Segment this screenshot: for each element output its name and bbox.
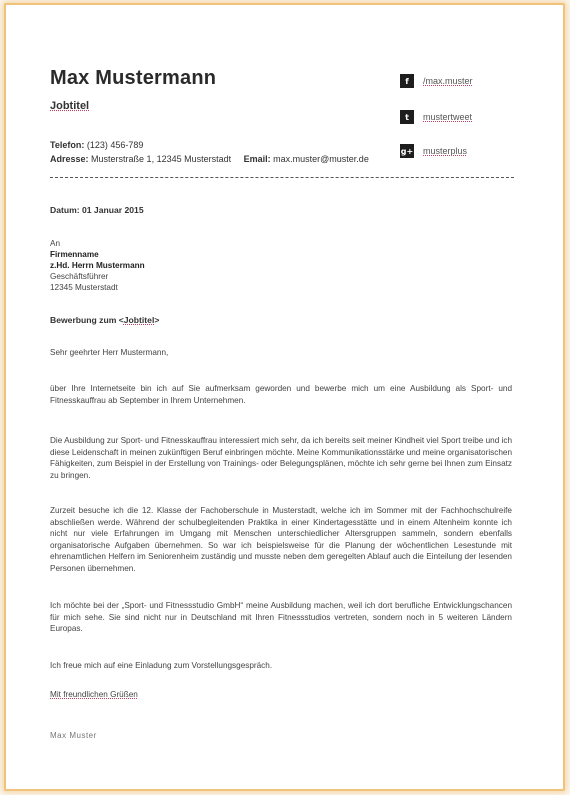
letter-paragraph: Ich freue mich auf eine Einladung zum Vorstellungsgespräch. xyxy=(50,661,273,670)
letter-signature: Max Muster xyxy=(50,731,97,740)
phone-value: (123) 456-789 xyxy=(86,140,144,150)
social-twitter[interactable] xyxy=(400,110,472,124)
phone-label: Telefon: xyxy=(50,140,85,150)
twitter-icon: t xyxy=(400,110,414,124)
recipient-company: Firmenname xyxy=(50,250,99,259)
recipient-role: Geschäftsführer xyxy=(50,272,109,281)
recipient-line0: An xyxy=(50,239,61,248)
social-googleplus[interactable] xyxy=(400,144,467,158)
address-value: Musterstraße 1, 12345 Musterstadt xyxy=(91,154,232,164)
social-googleplus-label[interactable]: musterplus xyxy=(423,146,468,156)
recipient-attention: z.Hd. Herrn Mustermann xyxy=(50,261,145,270)
applicant-name: Max Mustermann xyxy=(50,67,217,89)
social-twitter-label[interactable]: mustertweet xyxy=(423,112,473,122)
letter-date: Datum: 01 Januar 2015 xyxy=(50,205,144,215)
letter-paragraph: Ich möchte bei der „Sport- und Fitnessstudio GmbH“ meine Ausbildung machen, weil ich dort berufliche Entwicklungschancen für mich sehe. Sie sind nicht nur in Deutschland mit Ihren Fitnessstudios vertreten, sondern noch in 5 weiteren Ländern Europas. xyxy=(50,601,512,633)
letter-subject xyxy=(50,315,512,327)
phone-line xyxy=(50,140,143,150)
recipient-city: 12345 Musterstadt xyxy=(50,283,118,292)
subject-suffix: > xyxy=(154,315,160,325)
address-label: Adresse: xyxy=(50,154,89,164)
header-divider xyxy=(50,177,514,178)
letter-paragraph: über Ihre Internetseite bin ich auf Sie aufmerksam geworden und bewerbe mich um eine Ausbildung als Sport- und Fitnesskauffrau ab September in Ihrem Unternehmen. xyxy=(50,384,512,405)
letter-paragraph: Zurzeit besuche ich die 12. Klasse der Fachoberschule in Musterstadt, welche ich im Sommer mit der Fachhochschulreife abschließen werde. Während der schulbegleitenden Praktika in einer Kindertagesstätte und in einem Altenheim konnte ich nicht nur viele Erfahrungen im Umgang mit Menschen unterschiedlicher Altersgruppen sammeln, sondern ebenfalls organisatorische Aufgaben übernehmen. So war ich beispielsweise für die Planung der wöchentlichen Lesestunde mit ehrenamtlichen Helfern im Seniorenheim zuständig und musste neben dem geregelten Ablauf auch die Einteilung der lesenden Personen übernehmen. xyxy=(50,506,512,573)
social-facebook-label[interactable]: /max.muster xyxy=(423,76,473,86)
googleplus-icon: g+ xyxy=(400,144,414,158)
facebook-icon: f xyxy=(400,74,414,88)
address-line xyxy=(50,154,369,164)
email-label: Email: xyxy=(243,154,271,164)
recipient-address xyxy=(50,238,512,293)
letter-paragraph: Die Ausbildung zur Sport- und Fitnesskauffrau interessiert mich sehr, da ich bereits seit meiner Kindheit viel Sport treibe und ich diese Leidenschaft in meinen zukünftigen Beruf einbringen möchte. Meine Kommunikationsstärke und meine organisatorischen Fähigkeiten, zum Beispiel in der Erstellung von Trainings- oder Belegungsplänen, möchte ich sehr gerne bei Ihnen zum Einsatz zu bringen. xyxy=(50,436,512,480)
job-title: Jobtitel xyxy=(50,100,90,112)
letter-closing: Mit freundlichen Grüßen xyxy=(50,690,138,699)
email-value[interactable]: max.muster@muster.de xyxy=(273,154,369,164)
social-facebook[interactable] xyxy=(400,74,473,88)
letter-greeting: Sehr geehrter Herr Mustermann, xyxy=(50,348,169,357)
subject-title: Jobtitel xyxy=(123,315,155,325)
subject-prefix: Bewerbung zum < xyxy=(50,315,124,325)
